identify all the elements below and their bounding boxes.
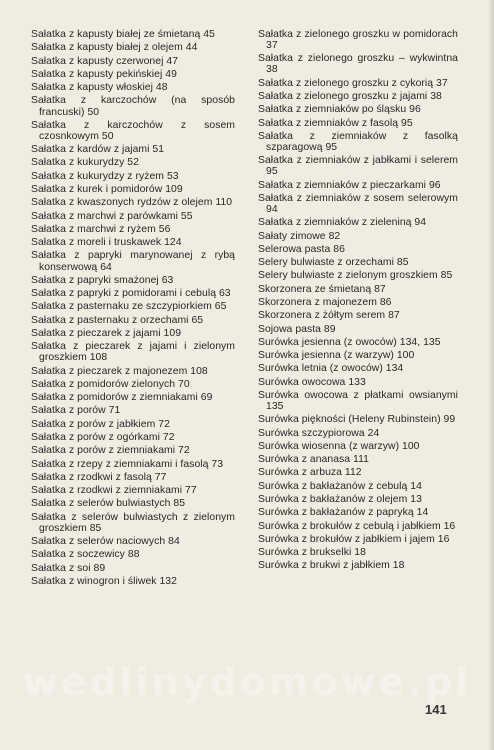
- index-entry: Surówka z brokułów z cebulą i jabłkiem 16: [258, 520, 456, 532]
- index-entry: Sałatka z kwaszonych rydzów z olejem 110: [31, 197, 233, 209]
- index-entry: Sałatka z ziemniaków z sosem selerowym 94: [258, 192, 458, 215]
- index-entry: Surówka owocowa z płatkami owsianymi 135: [258, 389, 458, 413]
- index-entry: Surówka z bakłażanów z olejem 13: [258, 494, 422, 505]
- index-entry: Sałatka z selerów bulwiastych 85: [31, 498, 186, 510]
- index-entry: Sałatka z ziemniaków po śląsku 96: [258, 104, 421, 116]
- index-entry: Sałatka z porów 71: [31, 405, 121, 417]
- index-entry: Sojowa pasta 89: [258, 323, 336, 335]
- index-entry: Surówka z bakłażanów z cebulą 14: [258, 480, 422, 492]
- index-entry: Sałatka z karczochów z sosem czosnkowym 50: [31, 119, 235, 142]
- index-entry: Sałatka z marchwi z parówkami 55: [31, 210, 193, 222]
- index-entry: Surówka z brokułów z jabłkiem i jajem 16: [258, 533, 450, 545]
- index-entry: Skorzonera ze śmietaną 87: [258, 283, 386, 295]
- index-entry: Sałatka z kapusty włoskiej 48: [31, 82, 168, 94]
- index-entry: Sałatka z ziemniaków z zieleniną 94: [258, 217, 427, 229]
- index-entry: Sałaty zimowe 82: [258, 230, 341, 242]
- index-entry: Surówka z brukwi z jabłkiem 18: [258, 560, 405, 572]
- index-entry: Sałatka z pomidorów z ziemniakami 69: [31, 392, 213, 404]
- index-entry: Sałatka z zielonego groszku – wykwintna 38: [258, 53, 458, 76]
- index-entry: Sałatka z kukurydzy 52: [31, 157, 139, 169]
- index-entry: Sałatka z pieczarek z majonezem 108: [31, 365, 208, 377]
- index-entry: Sałatka z zielonego groszku w pomidorach 37: [258, 29, 458, 52]
- index-entry: Sałatka z selerów naciowych 84: [31, 536, 180, 548]
- index-entry: Surówka szczypiorowa 24: [258, 427, 380, 439]
- index-entry: Sałatka z pieczarek z jajami i zielonym groszkiem 108: [31, 341, 235, 364]
- page-edge-shadow: [488, 0, 494, 750]
- index-entry: Surówka jesienna (z owoców) 134, 135: [258, 336, 441, 348]
- watermark: wedlinydomowe.pl: [22, 660, 472, 704]
- index-entry: Surówka z bakłażanów z papryką 14: [258, 507, 429, 519]
- index-entry: Sałatka z kapusty białej z olejem 44: [31, 42, 198, 54]
- index-entry: Surówka piękności (Heleny Rubinstein) 99: [258, 414, 456, 426]
- index-entry: Surówka letnia (z owoców) 134: [258, 363, 404, 375]
- index-entry: Sałatka z papryki marynowanej z rybą konserwową 64: [31, 250, 235, 273]
- index-entry: Skorzonera z żółtym serem 87: [258, 310, 400, 322]
- index-entry: Sałatka z kapusty białej ze śmietaną 45: [31, 29, 215, 40]
- index-entry: Surówka z brukselki 18: [258, 547, 366, 559]
- index-column-left: [31, 29, 235, 589]
- index-entry: Sałatka z porów z ziemniakami 72: [31, 445, 190, 457]
- index-entry: Sałatka z porów z jabłkiem 72: [31, 418, 170, 430]
- index-entry: Surówka z ananasa 111: [258, 454, 369, 466]
- index-entry: Sałatka z selerów bulwiastych z zielonym groszkiem 85: [31, 511, 235, 534]
- index-entry: Sałatka z soi 89: [31, 562, 106, 574]
- index-entry: Surówka owocowa 133: [258, 376, 366, 388]
- index-entry: Sałatka z ziemniaków z pieczarkami 96: [258, 179, 441, 191]
- index-entry: Sałatka z karczochów (na sposób francuski) 50: [31, 95, 235, 118]
- index-entry: Sałatka z porów z ogórkami 72: [31, 431, 175, 443]
- index-entry: Sałatka z marchwi z ryżem 56: [31, 223, 171, 235]
- index-entry: Sałatka z kapusty czerwonej 47: [31, 55, 179, 67]
- index-column-right: [258, 29, 458, 574]
- index-entry: Sałatka z kardów z jajami 51: [31, 144, 165, 156]
- index-entry: Sałatka z zielonego groszku z cykorią 37: [258, 77, 448, 89]
- index-entry: Sałatka z kapusty pekińskiej 49: [31, 68, 177, 80]
- index-entry: Surówka wiosenna (z warzyw) 100: [258, 440, 420, 452]
- index-entry: Sałatka z winogron i śliwek 132: [31, 575, 177, 587]
- index-entry: Sałatka z ziemniaków z fasolą 95: [258, 117, 413, 129]
- index-entry: Selery bulwiaste z orzechami 85: [258, 257, 409, 269]
- index-entry: Sałatka z moreli i truskawek 124: [31, 237, 182, 249]
- index-entry: Sałatka z papryki smażonej 63: [31, 274, 174, 286]
- index-entry: Sałatka z pomidorów zielonych 70: [31, 378, 190, 390]
- index-entry: Sałatka z pasternaku z orzechami 65: [31, 314, 204, 326]
- index-entry: Sałatka z papryki z pomidorami i cebulą 63: [31, 288, 231, 300]
- index-entry: Skorzonera z majonezem 86: [258, 296, 392, 308]
- index-entry: Sałatka z pieczarek z jajami 109: [31, 327, 182, 339]
- index-entry: Surówka z arbuza 112: [258, 467, 362, 479]
- page-number: 141: [425, 702, 447, 717]
- index-entry: Sałatka z kukurydzy z ryżem 53: [31, 170, 179, 182]
- index-entry: Sałatka z kurek i pomidorów 109: [31, 184, 183, 195]
- index-entry: Sałatka z soczewicy 88: [31, 549, 140, 561]
- index-entry: Selerowa pasta 86: [258, 243, 345, 255]
- index-entry: Sałatka z rzodkwi z fasolą 77: [31, 471, 167, 483]
- index-entry: Sałatka z pasternaku ze szczypiorkiem 65: [31, 301, 227, 313]
- index-entry: Sałatka z ziemniaków z fasolką szparagową 95: [258, 130, 458, 153]
- index-entry: Sałatka z zielonego groszku z jajami 38: [258, 91, 442, 103]
- index-entry: Sałatka z ziemniaków z jabłkami i selerem 95: [258, 155, 458, 178]
- index-entry: Sałatka z rzepy z ziemniakami i fasolą 73: [31, 458, 224, 470]
- index-entry: Sałatka z rzodkwi z ziemniakami 77: [31, 485, 197, 497]
- index-entry: Selery bulwiaste z zielonym groszkiem 85: [258, 270, 453, 282]
- index-entry: Surówka jesienna (z warzyw) 100: [258, 350, 415, 362]
